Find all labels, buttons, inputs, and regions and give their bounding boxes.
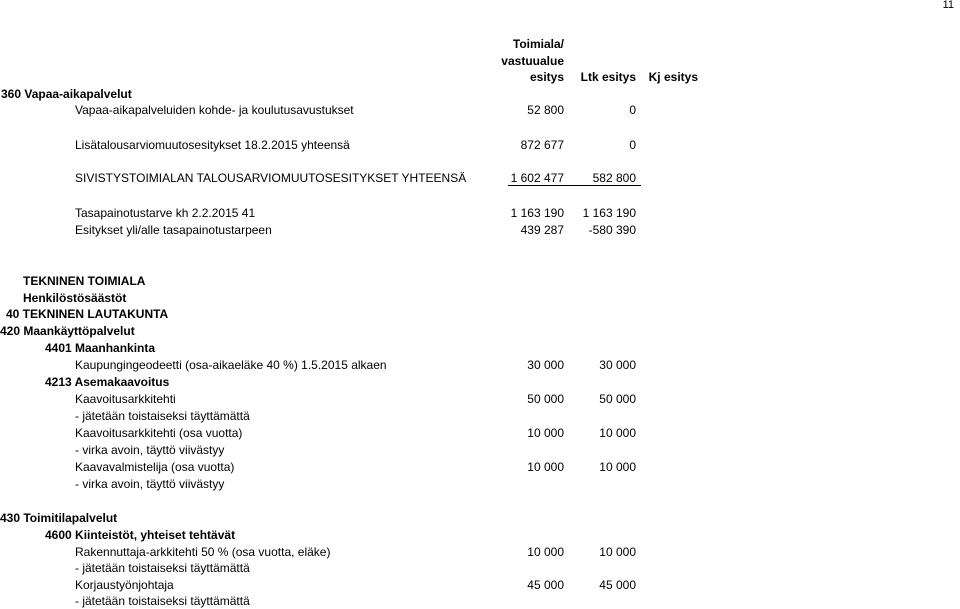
- row-label: Kaavavalmistelija (osa vuotta): [75, 460, 235, 474]
- row-label: Lisätalousarviomuutosesitykset 18.2.2015 yhteensä: [75, 138, 350, 152]
- header-col-toimiala: esitys: [529, 70, 564, 84]
- row-value-toimiala: 872 677: [520, 138, 564, 152]
- row-label: Korjaustyönjohtaja: [75, 578, 174, 592]
- header-col-kj: Kj esitys: [648, 70, 698, 84]
- row-value-toimiala: 10 000: [527, 460, 564, 474]
- row-note: - jätetään toistaiseksi täyttämättä: [75, 594, 250, 608]
- row-value-ltk: 30 000: [599, 358, 636, 372]
- row-value-toimiala: 50 000: [527, 392, 564, 406]
- row-value-toimiala: 52 800: [527, 103, 564, 117]
- row-value-ltk: 582 800: [592, 171, 636, 185]
- unit-4401-heading: 4401 Maanhankinta: [45, 341, 156, 355]
- row-value-toimiala: 10 000: [527, 545, 564, 559]
- row-label: Kaavoitusarkkitehti: [75, 392, 176, 406]
- row-value-ltk: 45 000: [599, 578, 636, 592]
- row-value-toimiala: 45 000: [527, 578, 564, 592]
- row-value-toimiala: 1 602 477: [510, 171, 564, 185]
- unit-430-heading: 430 Toimitilapalvelut: [0, 511, 118, 525]
- row-value-toimiala: 1 163 190: [510, 206, 564, 220]
- row-label: Kaupungingeodeetti (osa-aikaeläke 40 %) 1.5.2015 alkaen: [75, 358, 387, 372]
- row-value-ltk: 0: [629, 138, 636, 152]
- header-col-ltk: Ltk esitys: [580, 70, 636, 84]
- row-value-ltk: 10 000: [599, 426, 636, 440]
- row-value-toimiala: 439 287: [520, 223, 564, 237]
- row-label: SIVISTYSTOIMIALAN TALOUSARVIOMUUTOSESITYKSET YHTEENSÄ: [75, 171, 467, 185]
- row-label: Vapaa-aikapalveluiden kohde- ja koulutusavustukset: [75, 103, 354, 117]
- lautakunta-heading: 40 TEKNINEN LAUTAKUNTA: [6, 307, 169, 321]
- row-label: Rakennuttaja-arkkitehti 50 % (osa vuotta, eläke): [75, 545, 331, 559]
- row-value-ltk: 50 000: [599, 392, 636, 406]
- row-value-toimiala: 30 000: [527, 358, 564, 372]
- row-value-ltk: 10 000: [599, 460, 636, 474]
- unit-4213-heading: 4213 Asemakaavoitus: [45, 375, 170, 389]
- unit-4600-heading: 4600 Kiinteistöt, yhteiset tehtävät: [45, 528, 236, 542]
- subtitle-heading: Henkilöstösäästöt: [23, 291, 127, 305]
- row-value-ltk: 0: [629, 103, 636, 117]
- row-value-ltk: 1 163 190: [582, 206, 636, 220]
- row-note: - virka avoin, täyttö viivästyy: [75, 443, 225, 457]
- header-col-toimiala: Toimiala/: [512, 37, 564, 51]
- row-note: - jätetään toistaiseksi täyttämättä: [75, 561, 250, 575]
- row-label: Kaavoitusarkkitehti (osa vuotta): [75, 426, 243, 440]
- total-underline: [508, 185, 641, 186]
- row-value-toimiala: 10 000: [527, 426, 564, 440]
- section-title-360: 360 Vapaa-aikapalvelut: [1, 87, 132, 101]
- page-number: 11: [942, 0, 954, 11]
- row-value-ltk: 10 000: [599, 545, 636, 559]
- row-label: Tasapainotustarve kh 2.2.2015 41: [75, 206, 256, 220]
- row-value-ltk: -580 390: [588, 223, 636, 237]
- unit-420-heading: 420 Maankäyttöpalvelut: [0, 324, 135, 338]
- header-col-toimiala: vastuualue: [501, 54, 564, 68]
- row-label: Esitykset yli/alle tasapainotustarpeen: [75, 223, 272, 237]
- toimiala-heading: TEKNINEN TOIMIALA: [23, 274, 146, 288]
- row-note: - virka avoin, täyttö viivästyy: [75, 477, 225, 491]
- row-note: - jätetään toistaiseksi täyttämättä: [75, 409, 250, 423]
